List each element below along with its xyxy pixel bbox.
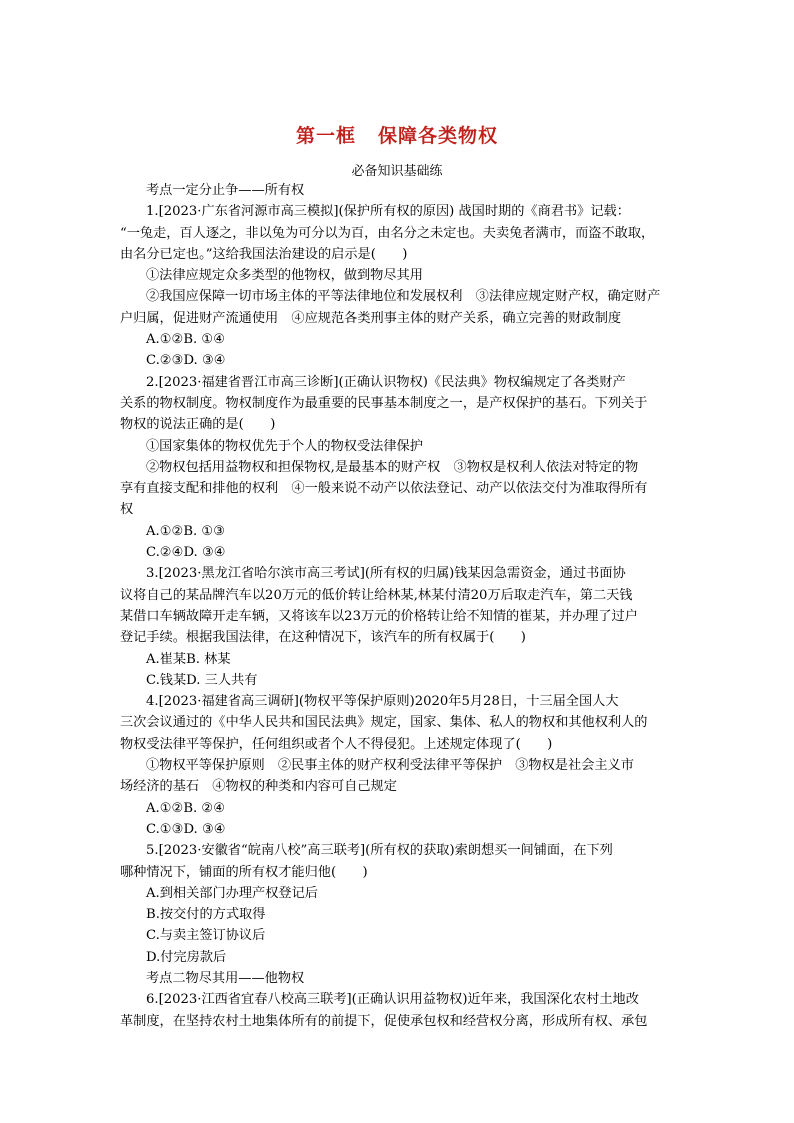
text-line: ①法律应规定众多类型的他物权，做到物尽其用 — [146, 268, 423, 284]
text-line: C.②③D. ③④ — [146, 353, 226, 369]
text-line: ①国家集体的物权优先于个人的物权受法律保护 — [146, 438, 423, 454]
text-line: A.到相关部门办理产权登记后 — [146, 885, 318, 901]
text-line: 革制度，在坚持农村土地集体所有的前提下，促使承包权和经营权分离，形成所有权、承包 — [120, 1013, 648, 1029]
text-line: 三次会议通过的《中华人民共和国民法典》规定，国家、集体、私人的物权和其他权利人的 — [120, 715, 648, 731]
text-line: 考点一定分止争——所有权 — [146, 183, 305, 198]
text-line: B.按交付的方式取得 — [146, 907, 266, 923]
text-line: C.钱某D. 三人共有 — [146, 672, 258, 688]
text-line: A.①②B. ①④ — [146, 332, 226, 348]
text-line: 3.[2023·黑龙江省哈尔滨市高三考试](所有权的归属)钱某因急需资金，通过书面协 — [146, 566, 626, 582]
text-line: ②我国应保障一切市场主体的平等法律地位和发展权利 ③法律应规定财产权，确定财产 — [146, 289, 661, 305]
page-title — [0, 121, 794, 148]
text-line: A.崔某B. 林某 — [146, 651, 231, 667]
title-part2: 保障各类物权 — [378, 125, 499, 147]
text-line: 6.[2023·江西省宜春八校高三联考](正确认识用益物权)近年来，我国深化农村土地改 — [146, 992, 639, 1008]
text-line: 物权的说法正确的是( ) — [120, 417, 276, 433]
text-line: ②物权包括用益物权和担保物权,是最基本的财产权 ③物权是权利人依法对特定的物 — [146, 459, 639, 475]
text-line: 考点二物尽其用——他物权 — [146, 970, 305, 986]
text-line: A.①②B. ②④ — [146, 800, 226, 816]
text-line: D.付完房款后 — [146, 949, 227, 965]
section-subtitle: 必备知识基础练 — [351, 164, 443, 179]
text-line: C.与卖主签订协议后 — [146, 928, 266, 944]
text-line: 享有直接支配和排他的权利 ④一般来说不动产以依法登记、动产以依法交付为准取得所有 — [120, 481, 648, 497]
text-line: A.①②B. ①③ — [146, 523, 226, 539]
text-line: 5.[2023·安徽省“皖南八校”高三联考](所有权的获取)索朗想买一间铺面，在下列 — [146, 843, 613, 859]
text-line: 户归属，促进财产流通使用 ④应规范各类刑事主体的财产关系，确立完善的财政制度 — [120, 310, 622, 326]
text-line: 2.[2023·福建省晋江市高三诊断](正确认识物权)《民法典》物权编规定了各类财产 — [146, 374, 626, 390]
text-line: 登记手续。根据我国法律，在这种情况下，该汽车的所有权属于( ) — [120, 630, 526, 646]
text-line: C.①③D. ③④ — [146, 821, 226, 837]
text-line: 哪种情况下，铺面的所有权才能归他( ) — [120, 864, 368, 880]
text-line: 物权受法律平等保护，任何组织或者个人不得侵犯。上述规定体现了( ) — [120, 736, 553, 752]
text-line: ①物权平等保护原则 ②民事主体的财产权利受法律平等保护 ③物权是社会主义市 — [146, 758, 634, 774]
text-line: C.②④D. ③④ — [146, 545, 226, 561]
text-line: 4.[2023·福建省高三调研](物权平等保护原则)2020年5月28日，十三届全国人大 — [146, 694, 619, 710]
text-line: 议将自己的某品牌汽车以20万元的低价转让给林某,林某付清20万后取走汽车，第二天钱 — [120, 587, 633, 603]
text-line: 1.[2023·广东省河源市高三模拟](保护所有权的原因) 战国时期的《商君书》记载： — [146, 204, 630, 220]
text-line: 权 — [120, 502, 134, 518]
text-line: 由名分已定也。”这给我国法治建设的启示是( ) — [120, 246, 408, 262]
text-line: “一兔走，百人逐之，非以兔为可分以为百，由名分之未定也。夫卖兔者满市，而盗不敢取， — [120, 225, 655, 241]
text-line: 某借口车辆故障开走车辆，又将该车以23万元的价格转让给不知情的崔某，并办理了过户 — [120, 608, 638, 624]
title-part1: 第一框 — [295, 125, 356, 147]
text-line: 场经济的基石 ④物权的种类和内容可自己规定 — [120, 779, 397, 795]
document-body — [120, 180, 680, 1032]
text-line: 关系的物权制度。物权制度作为最重要的民事基本制度之一，是产权保护的基石。下列关于 — [120, 395, 648, 411]
